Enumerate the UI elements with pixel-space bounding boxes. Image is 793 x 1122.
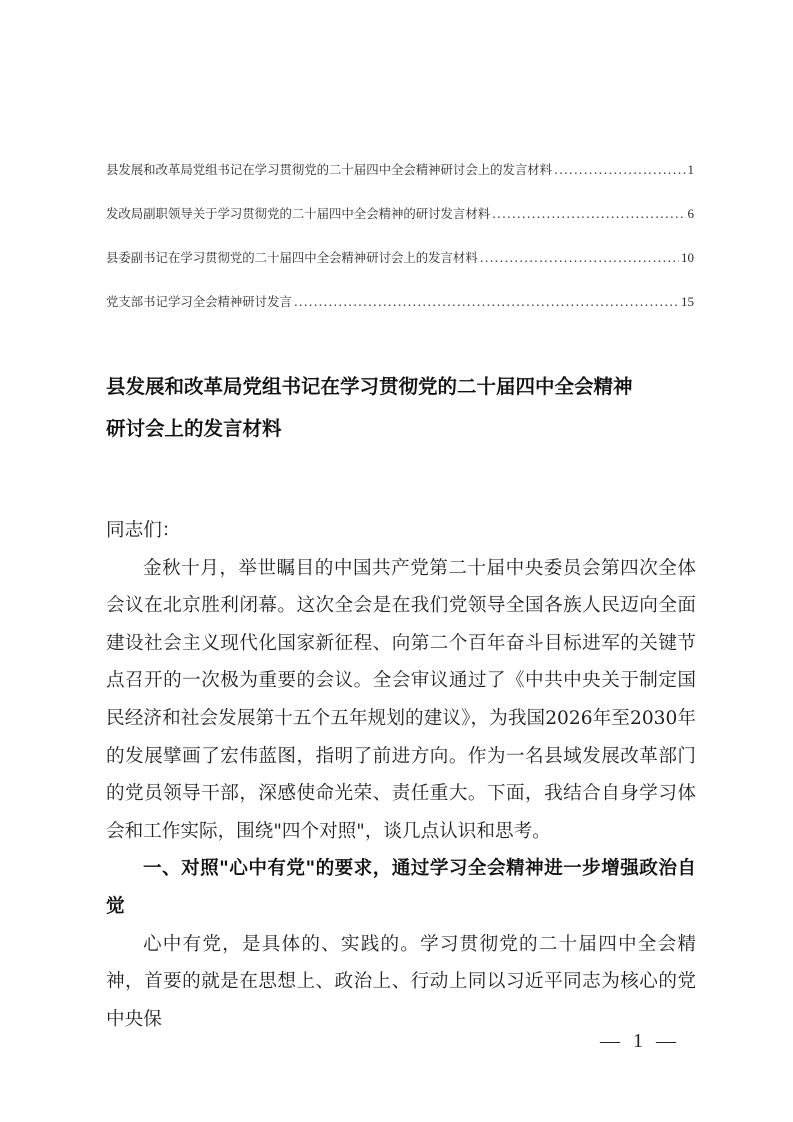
toc-leader-dots	[480, 250, 679, 265]
toc-entry[interactable]	[106, 204, 694, 224]
toc-entry-page: 1	[687, 162, 694, 177]
toc-leader-dots	[294, 294, 679, 309]
toc-entry[interactable]	[106, 248, 694, 268]
toc-entry-title: 党支部书记学习全会精神研讨发言	[106, 294, 292, 309]
toc-entry-title: 发改局副职领导关于学习贯彻党的二十届四中全会精神的研讨发言材料	[106, 206, 491, 221]
salutation: 同志们：	[106, 520, 181, 541]
toc-leader-dots	[492, 206, 685, 221]
article-title-line1: 县发展和改革局党组书记在学习贯彻党的二十届四中全会精神	[106, 375, 633, 398]
toc-entry[interactable]	[106, 292, 694, 312]
toc-entry-page: 6	[687, 206, 694, 221]
toc-entry[interactable]	[106, 160, 694, 180]
table-of-contents	[106, 160, 694, 336]
paragraph: 金秋十月，举世瞩目的中国共产党第二十届中央委员会第四次全体会议在北京胜利闭幕。这次全会是在我们党领导全国各族人民迈向全面建设社会主义现代化国家新征程、向第二个百年奋斗目标进军的关键节点召开的一次极为重要的会议。全会审议通过了《中共中央关于制定国民经济和社会发展第十五个五年规划的建议》，为我国2026年至2030年的发展擘画了宏伟蓝图，指明了前进方向。作为一名县域发展改革部门的党员领导干部，深感使命光荣、责任重大。下面，我结合自身学习体会和工作实际，围绕"四个对照"，谈几点认识和思考。	[106, 557, 696, 842]
article-body	[106, 512, 696, 1038]
article-title-line2: 研讨会上的发言材料	[106, 417, 282, 440]
section-heading: 一、对照"心中有党"的要求，通过学习全会精神进一步增强政治自觉	[106, 858, 696, 917]
toc-entry-page: 10	[681, 250, 694, 265]
toc-entry-title: 县委副书记在学习贯彻党的二十届四中全会精神研讨会上的发言材料	[106, 250, 478, 265]
toc-leader-dots	[554, 162, 685, 177]
paragraph: 心中有党，是具体的、实践的。学习贯彻党的二十届四中全会精神，首要的就是在思想上、政治上、行动上同以习近平同志为核心的党中央保	[106, 933, 696, 1030]
page-number: — 1 —	[600, 1030, 680, 1052]
article-title	[106, 366, 706, 450]
toc-entry-page: 15	[681, 294, 694, 309]
toc-entry-title: 县发展和改革局党组书记在学习贯彻党的二十届四中全会精神研讨会上的发言材料	[106, 162, 553, 177]
